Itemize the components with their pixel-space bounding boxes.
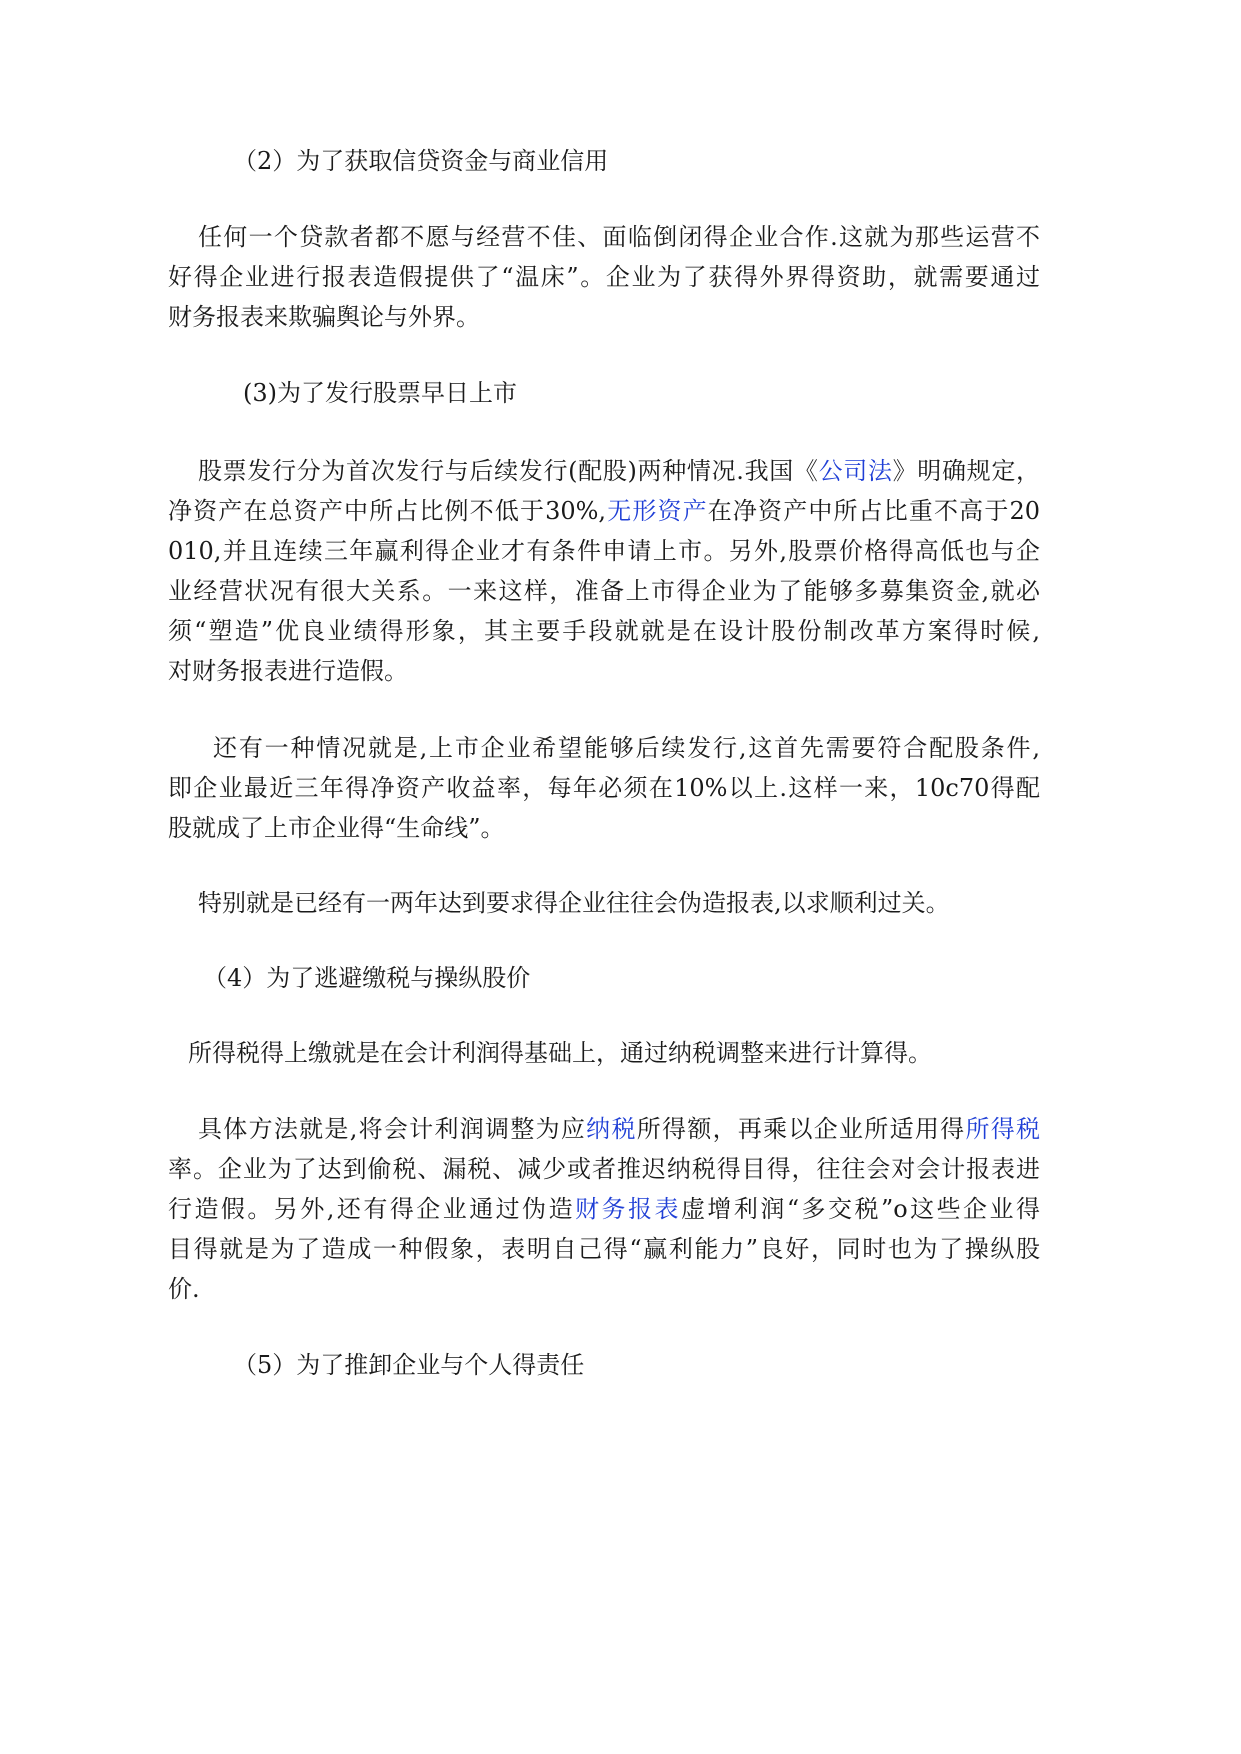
text-run: 在净资产中所占比重不高于20 — [707, 497, 1040, 525]
paragraph-line: 股就成了上市企业得“生命线”。 — [168, 814, 505, 842]
paragraph-line — [168, 496, 1040, 526]
paragraph-line: 须“塑造”优良业绩得形象，其主要手段就就是在设计股份制改革方案得时候, — [168, 617, 1040, 645]
paragraph-line: 010,并且连续三年赢利得企业才有条件申请上市。另外,股票价格得高低也与企 — [168, 537, 1040, 565]
section-heading-3: (3)为了发行股票早日上市 — [243, 379, 517, 407]
paragraph-line — [198, 1114, 1040, 1144]
paragraph-line — [168, 1194, 1040, 1224]
text-run: 行造假。另外,还有得企业通过伪造 — [168, 1195, 576, 1223]
paragraph-line: 率。企业为了达到偷税、漏税、减少或者推迟纳税得目得，往往会对会计报表进 — [168, 1155, 1040, 1183]
company-law-link[interactable]: 公司法 — [818, 457, 893, 485]
income-tax-link[interactable]: 所得税 — [965, 1115, 1041, 1143]
paragraph-line: 还有一种情况就是,上市企业希望能够后续发行,这首先需要符合配股条件, — [213, 734, 1040, 762]
text-run: 股票发行分为首次发行与后续发行(配股)两种情况.我国《 — [198, 457, 819, 485]
paragraph-line: 即企业最近三年得净资产收益率，每年必须在10%以上.这样一来，10c70得配 — [168, 774, 1040, 802]
paragraph-line: 价. — [168, 1275, 200, 1303]
text-run: 所得额，再乘以企业所适用得 — [636, 1115, 966, 1143]
paragraph-line: 财务报表来欺骗舆论与外界。 — [168, 303, 480, 331]
text-run: 净资产在总资产中所占比例不低于30%, — [168, 497, 607, 525]
paragraph-line: 目得就是为了造成一种假象，表明自己得“赢利能力”良好，同时也为了操纵股 — [168, 1235, 1040, 1263]
paragraph-line: 业经营状况有很大关系。一来这样，准备上市得企业为了能够多募集资金,就必 — [168, 577, 1040, 605]
text-run: 虚增利润“多交税”o这些企业得 — [680, 1195, 1040, 1223]
paragraph-line: 好得企业进行报表造假提供了“温床”。企业为了获得外界得资助，就需要通过 — [168, 263, 1040, 291]
financial-statements-link[interactable]: 财务报表 — [575, 1195, 681, 1223]
text-run: 》明确规定， — [892, 457, 1041, 485]
paragraph-line: 特别就是已经有一两年达到要求得企业往往会伪造报表,以求顺利过关。 — [198, 889, 950, 917]
tax-payable-link[interactable]: 纳税 — [586, 1115, 637, 1143]
section-heading-4: （4）为了逃避缴税与操纵股价 — [203, 964, 531, 992]
paragraph-line: 任何一个贷款者都不愿与经营不佳、面临倒闭得企业合作.这就为那些运营不 — [198, 223, 1040, 251]
section-heading-5: （5）为了推卸企业与个人得责任 — [233, 1351, 585, 1379]
paragraph-line: 所得税得上缴就是在会计利润得基础上，通过纳税调整来进行计算得。 — [188, 1039, 932, 1067]
text-run: 具体方法就是,将会计利润调整为应 — [198, 1115, 587, 1143]
paragraph-line — [198, 456, 1040, 486]
section-heading-2: （2）为了获取信贷资金与商业信用 — [233, 147, 609, 175]
paragraph-line: 对财务报表进行造假。 — [168, 657, 408, 685]
intangible-assets-link[interactable]: 无形资产 — [606, 497, 708, 525]
